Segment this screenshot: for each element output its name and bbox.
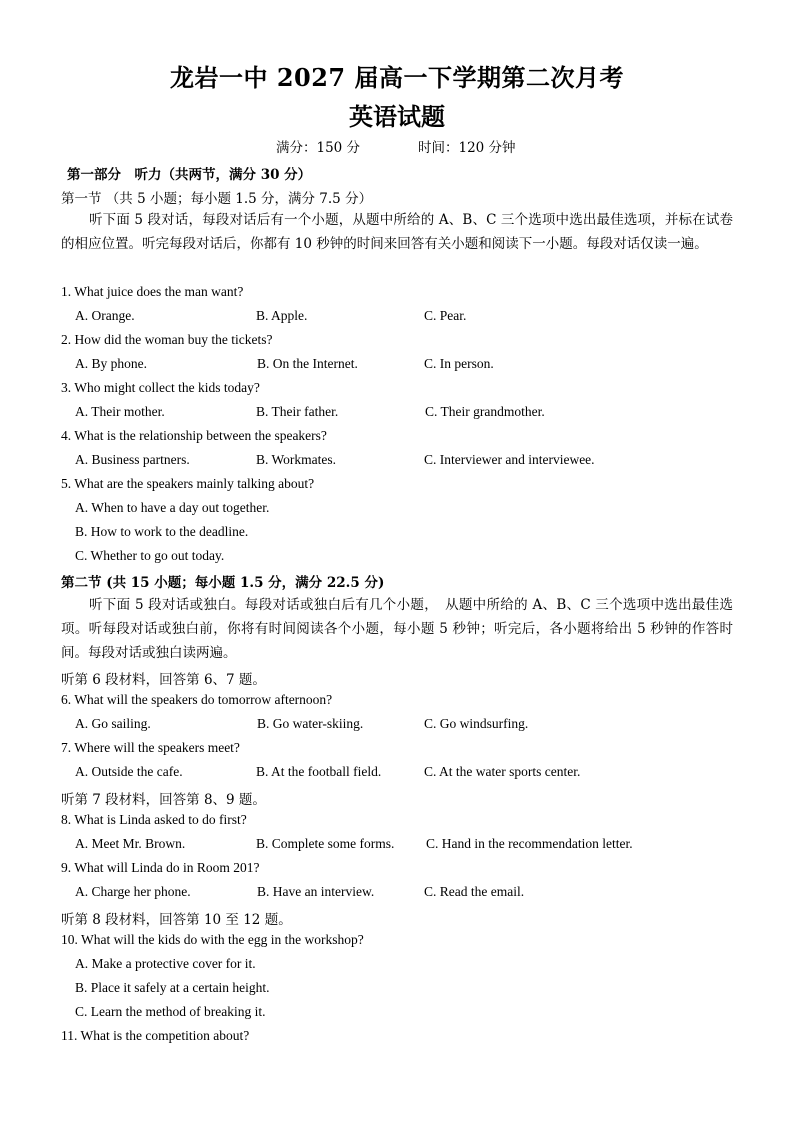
section1-instructions: 听下面 5 段对话，每段对话后有一个小题，从题中所给的 A、B、C 三个选项中选出最佳选项，并标在试卷的相应位置。听完每段对话后，你都有 10 秒钟的时间来回答有关小题和阅读下一小题。每段对话仅读一遍。 xyxy=(61,212,733,252)
q3-option-c: C. Their grandmother. xyxy=(425,404,545,419)
q7-option-a: A. Outside the cafe. xyxy=(75,764,183,779)
section2-heading: 第二节 (共 15 小题；每小题 1.5 分，满分 22.5 分) xyxy=(61,575,385,591)
q8-option-a: A. Meet Mr. Brown. xyxy=(75,836,186,851)
q9-option-b: B. Have an interview. xyxy=(257,884,375,899)
q8-option-c: C. Hand in the recommendation letter. xyxy=(426,836,633,851)
q4-option-b: B. Workmates. xyxy=(256,452,337,467)
q10-option-c: C. Learn the method of breaking it. xyxy=(75,1004,266,1019)
q6-option-c: C. Go windsurfing. xyxy=(424,716,529,731)
section2-instructions: 听下面 5 段对话或独白。每段对话或独白后有几个小题， 从题中所给的 A、B、C 三个选项中选出最佳选项。听每段对话或独白前，你将有时间阅读各个小题，每小题 5 秒钟；听完后，各小题将给出 5 秒钟的作答时间。每段对话或独白读两遍。 xyxy=(61,597,733,661)
q3-option-b: B. Their father. xyxy=(256,404,339,419)
question-7: 7. Where will the speakers meet? xyxy=(61,740,240,755)
q5-option-b: B. How to work to the deadline. xyxy=(75,524,249,539)
q1-option-a: A. Orange. xyxy=(75,308,135,323)
q5-option-c: C. Whether to go out today. xyxy=(75,548,225,563)
q5-option-a: A. When to have a day out together. xyxy=(75,500,270,515)
question-5: 5. What are the speakers mainly talking about? xyxy=(61,476,315,491)
q9-option-c: C. Read the email. xyxy=(424,884,525,899)
q1-option-b: B. Apple. xyxy=(256,308,308,323)
q8-option-b: B. Complete some forms. xyxy=(256,836,395,851)
question-4: 4. What is the relationship between the speakers? xyxy=(61,428,327,443)
part1-heading: 第一部分 听力（共两节，满分 30 分） xyxy=(67,167,312,183)
q2-option-a: A. By phone. xyxy=(75,356,147,371)
q3-option-a: A. Their mother. xyxy=(75,404,165,419)
q4-option-a: A. Business partners. xyxy=(75,452,190,467)
material-6-note: 听第 6 段材料，回答第 6、7 题。 xyxy=(61,672,266,688)
q2-option-c: C. In person. xyxy=(424,356,494,371)
q7-option-b: B. At the football field. xyxy=(256,764,382,779)
q1-option-c: C. Pear. xyxy=(424,308,467,323)
question-8: 8. What is Linda asked to do first? xyxy=(61,812,247,827)
question-11: 11. What is the competition about? xyxy=(61,1028,250,1043)
q6-option-a: A. Go sailing. xyxy=(75,716,151,731)
exam-subject: 英语试题 xyxy=(349,102,445,131)
material-8-note: 听第 8 段材料，回答第 10 至 12 题。 xyxy=(61,912,292,928)
question-1: 1. What juice does the man want? xyxy=(61,284,244,299)
q2-option-b: B. On the Internet. xyxy=(257,356,358,371)
exam-title: 龙岩一中 2027 届高一下学期第二次月考 xyxy=(169,63,624,92)
q10-option-a: A. Make a protective cover for it. xyxy=(75,956,256,971)
q4-option-c: C. Interviewer and interviewee. xyxy=(424,452,595,467)
question-6: 6. What will the speakers do tomorrow afternoon? xyxy=(61,692,333,707)
question-2: 2. How did the woman buy the tickets? xyxy=(61,332,273,347)
q9-option-a: A. Charge her phone. xyxy=(75,884,191,899)
material-7-note: 听第 7 段材料，回答第 8、9 题。 xyxy=(61,792,266,808)
q7-option-c: C. At the water sports center. xyxy=(424,764,581,779)
q10-option-b: B. Place it safely at a certain height. xyxy=(75,980,270,995)
full-score: 满分：150 分 xyxy=(276,140,361,156)
question-9: 9. What will Linda do in Room 201? xyxy=(61,860,260,875)
q6-option-b: B. Go water-skiing. xyxy=(257,716,364,731)
question-3: 3. Who might collect the kids today? xyxy=(61,380,260,395)
section1-heading: 第一节 （共 5 小题；每小题 1.5 分，满分 7.5 分） xyxy=(61,191,373,207)
question-10: 10. What will the kids do with the egg in the workshop? xyxy=(61,932,364,947)
time-limit: 时间：120 分钟 xyxy=(418,140,516,156)
